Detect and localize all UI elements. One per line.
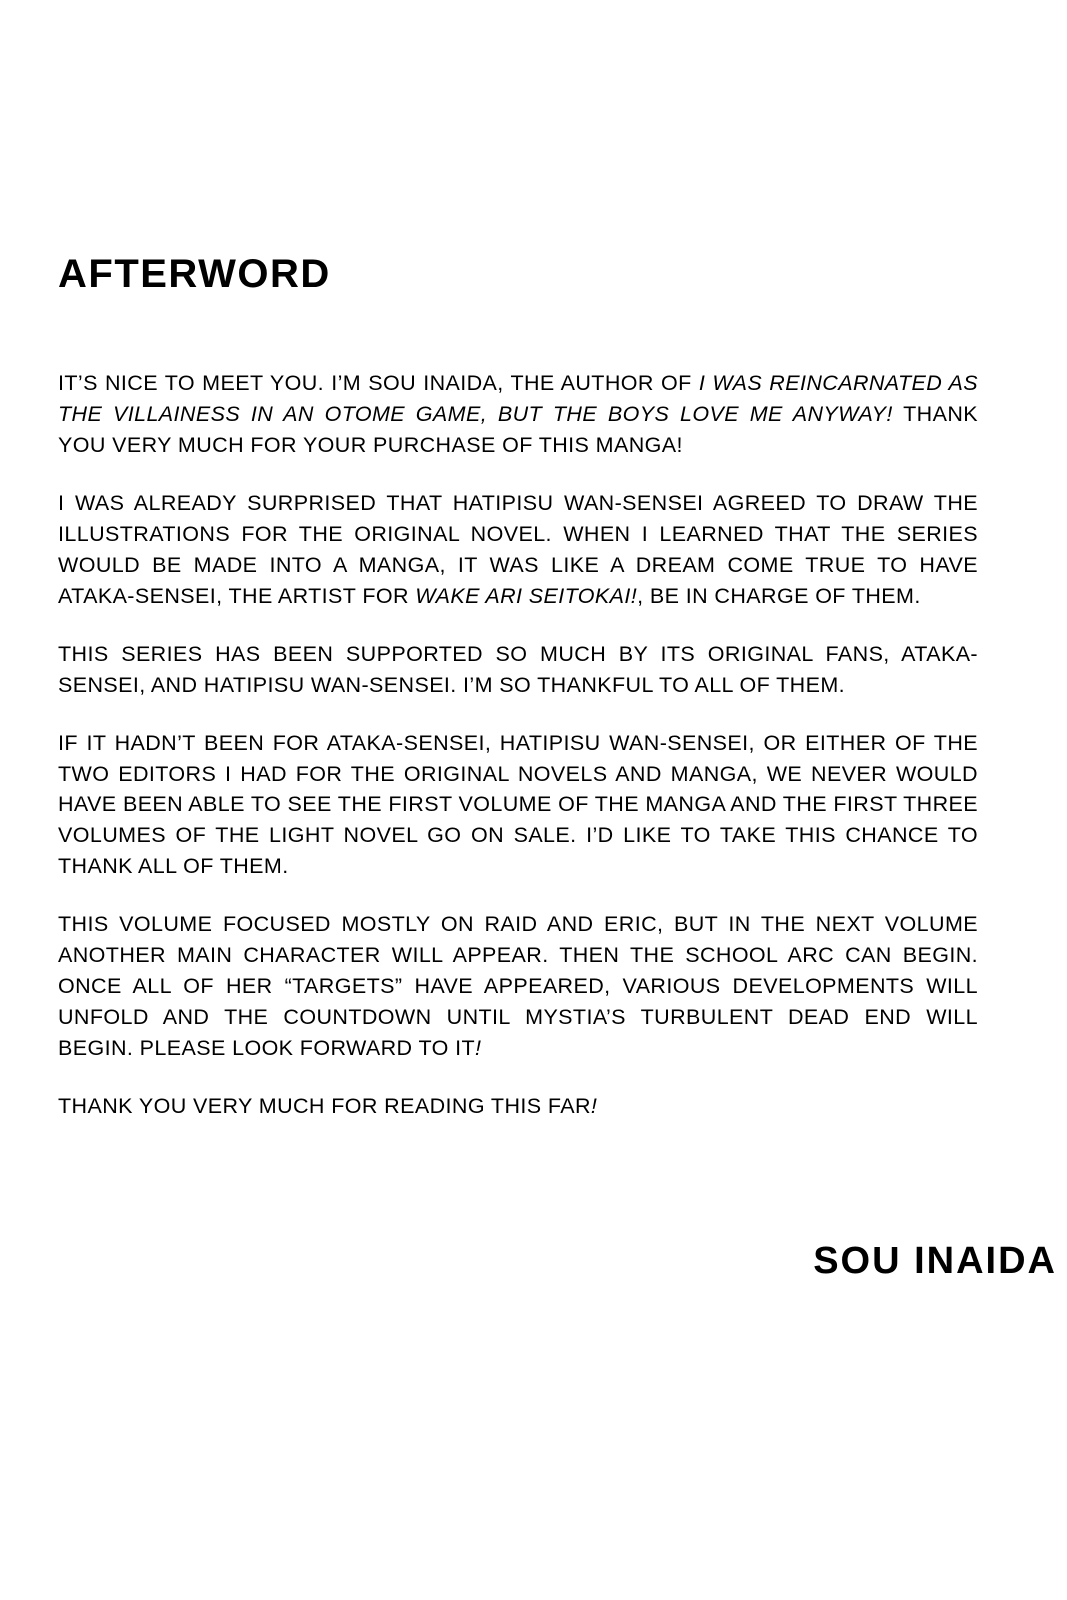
paragraph-4: IF IT HADN’T BEEN FOR ATAKA-SENSEI, HATIPISU WAN-SENSEI, OR EITHER OF THE TWO EDITORS I HAD FOR THE ORIGINAL NOVELS AND MANGA, WE NEVER WOULD HAVE BEEN ABLE TO SEE THE FIRST VOLUME OF THE MANGA AND THE FIRST THREE VOLUMES OF THE LIGHT NOVEL GO ON SALE. I’D LIKE TO TAKE THIS CHANCE TO THANK ALL OF THEM.	[58, 730, 978, 879]
paragraph-6-exclamation: !	[590, 1094, 598, 1119]
author-signature: SOU INAIDA	[813, 1240, 1057, 1282]
paragraph-2	[58, 488, 978, 612]
paragraph-3: THIS SERIES HAS BEEN SUPPORTED SO MUCH BY ITS ORIGINAL FANS, ATAKA-SENSEI, AND HATIPISU WAN-SENSEI. I’M SO THANKFUL TO ALL OF THEM.	[58, 641, 978, 697]
paragraph-1	[58, 368, 978, 461]
afterword-content	[58, 252, 978, 1122]
paragraph-6	[58, 1091, 978, 1122]
page-title: AFTERWORD	[58, 252, 331, 296]
paragraph-2-title-italic: WAKE ARI SEITOKAI!	[415, 583, 638, 608]
paragraph-2-text-a: I WAS ALREADY SURPRISED THAT HATIPISU WAN-SENSEI AGREED TO DRAW THE ILLUSTRATIONS FOR THE ORIGINAL NOVEL. WHEN I LEARNED THAT THE SERIES WOULD BE MADE INTO A MANGA, IT WAS LIKE A DREAM COME TRUE TO HAVE ATAKA-SENSEI, THE ARTIST FOR	[58, 490, 978, 608]
paragraph-1-text-a: IT’S NICE TO MEET YOU. I’M SOU INAIDA, THE AUTHOR OF	[58, 371, 699, 395]
paragraph-5	[58, 909, 978, 1064]
paragraph-5-text-a: THIS VOLUME FOCUSED MOSTLY ON RAID AND ERIC, BUT IN THE NEXT VOLUME ANOTHER MAIN CHARACTER WILL APPEAR. THEN THE SCHOOL ARC CAN BEGIN. ONCE ALL OF HER “TARGETS” HAVE APPEARED, VARIOUS DEVELOPMENTS WILL UNFOLD AND THE COUNTDOWN UNTIL MYSTIA’S TURBULENT DEAD END WILL BEGIN. PLEASE LOOK FORWARD TO IT	[58, 912, 978, 1061]
paragraph-5-exclamation: !	[475, 1036, 482, 1061]
paragraph-1-text-b: THANK YOU VERY MUCH FOR YOUR PURCHASE OF THIS MANGA!	[58, 401, 978, 457]
paragraph-1-title-italic: I WAS REINCARNATED AS THE VILLAINESS IN AN OTOME GAME, BUT THE BOYS LOVE ME ANYWAY!	[58, 371, 978, 426]
paragraph-2-text-b: , BE IN CHARGE OF THEM.	[637, 583, 921, 608]
paragraph-6-text-a: THANK YOU VERY MUCH FOR READING THIS FAR	[58, 1094, 591, 1119]
